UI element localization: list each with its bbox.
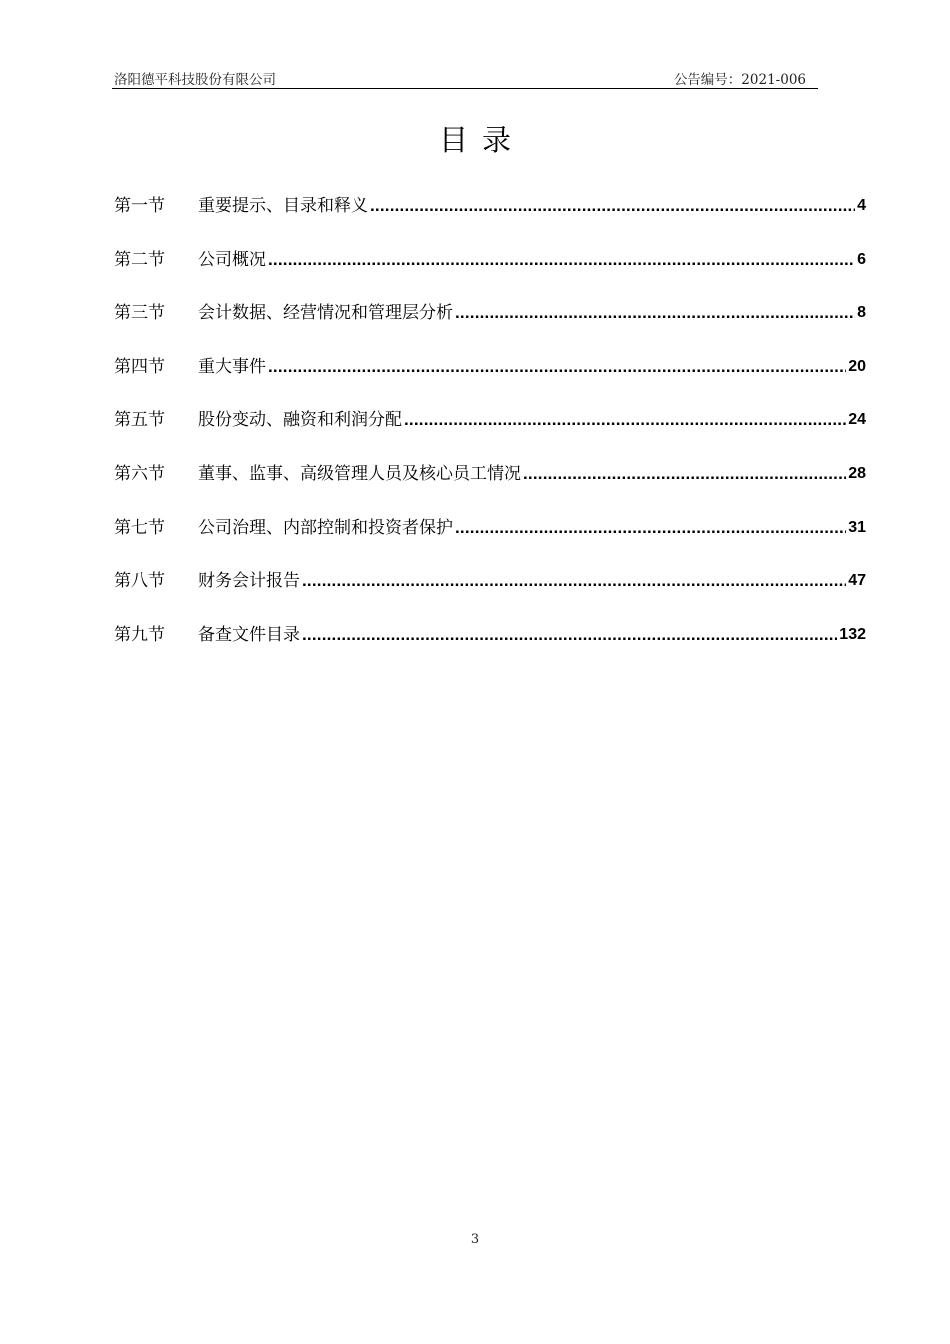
toc-section-number: 第二节 (114, 249, 165, 270)
toc-leader-dots (455, 515, 846, 541)
toc-section-number: 第六节 (114, 463, 165, 484)
page-header (112, 66, 818, 89)
toc-leader-dots (268, 247, 855, 273)
toc-entry[interactable] (114, 622, 866, 676)
toc-page-number: 8 (857, 304, 866, 322)
toc-entry[interactable] (114, 568, 866, 622)
toc-leader-dots (404, 407, 846, 433)
company-name: 洛阳德平科技股份有限公司 (114, 72, 276, 88)
toc-entry[interactable] (114, 300, 866, 354)
toc-section-title: 备查文件目录 (198, 624, 300, 645)
toc-leader-dots (302, 568, 846, 594)
toc-section-title: 股份变动、融资和利润分配 (198, 410, 402, 431)
toc-section-title: 董事、监事、高级管理人员及核心员工情况 (198, 463, 521, 484)
toc-section-title: 公司概况 (198, 249, 266, 270)
toc-section-number: 第九节 (114, 624, 165, 645)
toc-leader-dots (302, 622, 837, 648)
toc-page-number: 28 (848, 464, 866, 482)
toc-entry[interactable] (114, 354, 866, 408)
toc-section-title: 公司治理、内部控制和投资者保护 (198, 517, 453, 538)
toc-entry[interactable] (114, 407, 866, 461)
toc-page-number: 6 (857, 250, 866, 268)
toc-entry[interactable] (114, 461, 866, 515)
toc-page-number: 24 (848, 411, 866, 429)
toc-leader-dots (455, 300, 855, 326)
toc-leader-dots (268, 354, 846, 380)
table-of-contents (114, 193, 866, 675)
toc-section-title: 重大事件 (198, 356, 266, 377)
toc-leader-dots (370, 193, 855, 219)
toc-section-title: 会计数据、经营情况和管理层分析 (198, 303, 453, 324)
toc-leader-dots (523, 461, 846, 487)
toc-section-number: 第七节 (114, 517, 165, 538)
toc-page-number: 47 (848, 572, 866, 590)
toc-page-number: 4 (857, 197, 866, 214)
toc-page-number: 20 (848, 357, 866, 375)
toc-section-number: 第三节 (114, 303, 165, 324)
toc-section-number: 第五节 (114, 410, 165, 431)
toc-section-number: 第八节 (114, 571, 165, 592)
notice-number: 公告编号：2021-006 (673, 72, 806, 88)
toc-section-title: 重要提示、目录和释义 (198, 196, 368, 216)
toc-section-number: 第四节 (114, 356, 165, 377)
toc-page-number: 132 (839, 625, 866, 643)
toc-page-number: 31 (848, 518, 866, 536)
toc-entry[interactable] (114, 515, 866, 569)
toc-entry[interactable] (114, 247, 866, 301)
toc-section-title: 财务会计报告 (198, 571, 300, 592)
toc-entry[interactable] (114, 193, 866, 247)
toc-section-number: 第一节 (114, 196, 165, 216)
page-title: 目录 (438, 123, 525, 157)
page-number-footer: 3 (470, 1232, 480, 1247)
